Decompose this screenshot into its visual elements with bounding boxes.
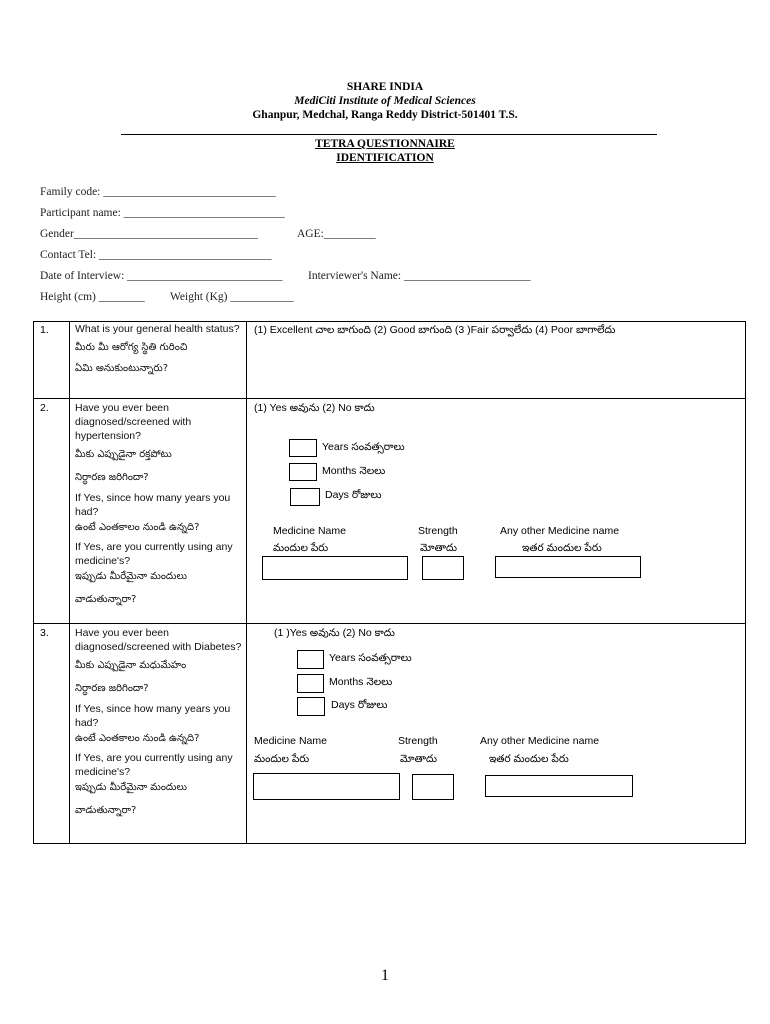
question-english: Have you ever been diagnosed/screened with Diabetes? (75, 627, 242, 653)
contact-tel-field[interactable]: Contact Tel: ______________________________ (40, 249, 272, 261)
question-number: 3. (40, 627, 49, 639)
strength-input[interactable] (422, 556, 464, 580)
strength-telugu: మోతాదు (400, 753, 438, 765)
other-medicine-input[interactable] (495, 556, 641, 578)
followup-using-telugu: ఇప్పుడు మీరేమైనా మందులు (75, 782, 188, 793)
height-field[interactable]: Height (cm) ________ (40, 291, 145, 303)
health-status-options[interactable]: (1) Excellent చాల బాగుంది (2) Good బాగుంది (3 )Fair పర్వాలేదు (4) Poor బాగాలేదు (254, 324, 616, 336)
question-telugu: మీకు ఎప్పుడైనా రక్తపోటు (75, 449, 172, 460)
years-input-box[interactable] (289, 439, 317, 457)
question-telugu: మీరు మీ ఆరోగ్య స్థితి గురించి (75, 342, 188, 353)
years-label: Years సంవత్సరాలు (322, 441, 405, 453)
question-english: Have you ever been diagnosed/screened with hypertension? (75, 402, 192, 442)
section-title: IDENTIFICATION (336, 152, 434, 164)
strength-input[interactable] (412, 774, 454, 800)
followup-using-english: If Yes, are you currently using any medicine's? (75, 541, 233, 567)
institute-name: MediCiti Institute of Medical Sciences (294, 95, 476, 107)
other-medicine-telugu: ఇతర మందుల పేరు (489, 753, 569, 765)
header-divider (121, 134, 657, 135)
question-english: What is your general health status? (75, 323, 240, 335)
medicine-name-input[interactable] (253, 773, 400, 800)
medicine-name-label: Medicine Name (254, 735, 327, 747)
other-medicine-telugu: ఇతర మందుల పేరు (522, 542, 602, 554)
question-telugu: ఏమి అనుకుంటున్నారు? (75, 363, 169, 374)
followup-using-english: If Yes, are you currently using any medicine's? (75, 752, 233, 778)
medicine-name-label: Medicine Name (273, 525, 346, 537)
form-title: TETRA QUESTIONNAIRE (315, 138, 455, 150)
column-divider (69, 321, 70, 844)
date-of-interview-field[interactable]: Date of Interview: ___________________________ (40, 270, 283, 282)
years-label: Years సంవత్సరాలు (329, 652, 412, 664)
medicine-name-telugu: మందుల పేరు (254, 753, 310, 765)
participant-name-field[interactable]: Participant name: ____________________________ (40, 207, 285, 219)
followup-using-telugu: వాడుతున్నారా? (75, 805, 137, 816)
strength-label: Strength (398, 735, 438, 747)
months-input-box[interactable] (289, 463, 317, 481)
diabetes-yes-no[interactable]: (1 )Yes అవును (2) No కాదు (274, 627, 395, 639)
question-3-text (75, 626, 243, 818)
days-label: Days రోజులు (331, 699, 388, 711)
months-label: Months నెలలు (329, 676, 393, 688)
medicine-name-input[interactable] (262, 556, 408, 580)
followup-since-english: If Yes, since how many years you had? (75, 492, 231, 518)
question-2-text (75, 401, 243, 607)
family-code-field[interactable]: Family code: ______________________________ (40, 186, 276, 198)
row-divider (33, 398, 746, 399)
question-number: 1. (40, 324, 49, 336)
days-input-box[interactable] (290, 488, 320, 506)
followup-since-english: If Yes, since how many years you had? (75, 703, 231, 729)
hypertension-yes-no[interactable]: (1) Yes అవును (2) No కాదు (254, 402, 375, 414)
days-label: Days రోజులు (325, 489, 382, 501)
months-input-box[interactable] (297, 674, 324, 693)
other-medicine-label: Any other Medicine name (500, 525, 620, 537)
address: Ghanpur, Medchal, Ranga Reddy District-501401 T.S. (252, 109, 518, 121)
followup-using-telugu: వాడుతున్నారా? (75, 594, 137, 605)
months-label: Months నెలలు (322, 465, 386, 477)
interviewer-name-field[interactable]: Interviewer's Name: ______________________ (308, 270, 531, 282)
page-number: 1 (381, 967, 389, 984)
medicine-name-telugu: మందుల పేరు (273, 542, 329, 554)
question-telugu: మీకు ఎప్పుడైనా మధుమేహం (75, 660, 187, 671)
question-telugu: నిర్ధారణ జరిగిందా? (75, 683, 149, 694)
days-input-box[interactable] (297, 697, 325, 716)
years-input-box[interactable] (297, 650, 324, 669)
followup-since-telugu: ఉంటే ఎంతకాలం నుండి ఉన్నది? (75, 733, 200, 744)
row-divider (33, 623, 746, 624)
strength-telugu: మోతాదు (420, 542, 458, 554)
org-name: SHARE INDIA (346, 81, 424, 93)
age-field[interactable]: AGE:_________ (297, 228, 376, 240)
other-medicine-input[interactable] (485, 775, 633, 797)
question-telugu: నిర్ధారణ జరిగిందా? (75, 472, 149, 483)
other-medicine-label: Any other Medicine name (480, 735, 600, 747)
column-divider (246, 321, 247, 844)
question-number: 2. (40, 402, 49, 414)
followup-since-telugu: ఉంటే ఎంతకాలం నుండి ఉన్నది? (75, 522, 200, 533)
gender-field[interactable]: Gender________________________________ (40, 228, 258, 240)
weight-field[interactable]: Weight (Kg) ___________ (170, 291, 294, 303)
question-1-text (75, 322, 243, 376)
followup-using-telugu: ఇప్పుడు మీరేమైనా మందులు (75, 571, 188, 582)
strength-label: Strength (418, 525, 458, 537)
